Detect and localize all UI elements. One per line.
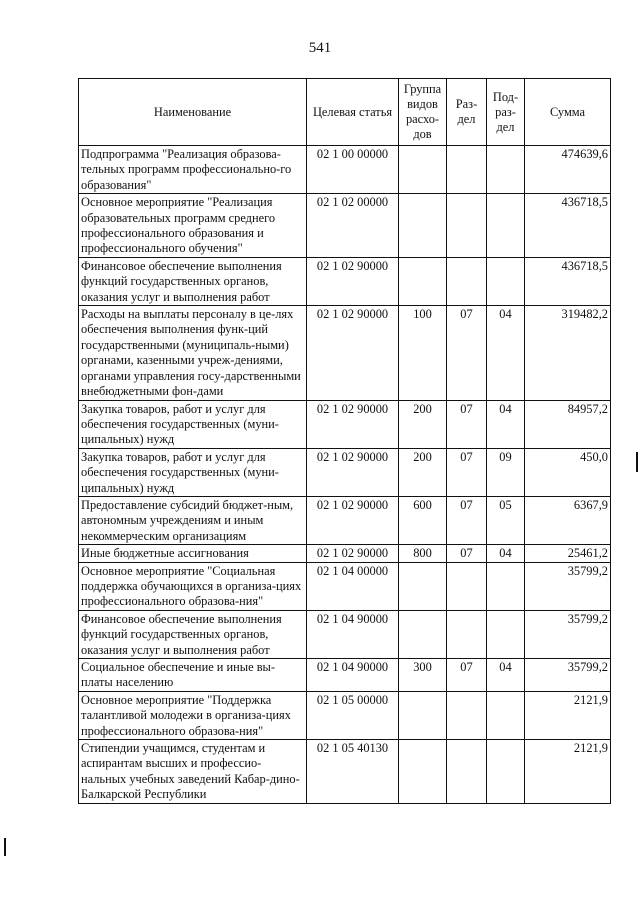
table-row (79, 448, 611, 496)
row-article: 02 1 02 00000 (307, 194, 399, 258)
row-expense-group (399, 740, 447, 804)
table-row (79, 740, 611, 804)
row-section: 07 (447, 448, 487, 496)
table-row (79, 257, 611, 305)
row-article: 02 1 04 00000 (307, 562, 399, 610)
table-row (79, 691, 611, 739)
row-article: 02 1 02 90000 (307, 448, 399, 496)
row-article: 02 1 02 90000 (307, 400, 399, 448)
row-article: 02 1 02 90000 (307, 545, 399, 562)
row-amount: 436718,5 (525, 257, 611, 305)
row-subsection: 09 (487, 448, 525, 496)
row-subsection: 04 (487, 545, 525, 562)
row-expense-group (399, 610, 447, 658)
row-article: 02 1 00 00000 (307, 146, 399, 194)
row-expense-group: 100 (399, 306, 447, 400)
header-name: Наименование (79, 79, 307, 146)
row-article: 02 1 02 90000 (307, 257, 399, 305)
row-subsection: 04 (487, 306, 525, 400)
row-section: 07 (447, 496, 487, 544)
row-name: Основное мероприятие "Поддержка талантливой молодежи в организа-циях профессионального образова-ния" (79, 691, 307, 739)
row-name: Закупка товаров, работ и услуг для обеспечения государственных (муни-ципальных) нужд (79, 400, 307, 448)
row-expense-group: 800 (399, 545, 447, 562)
row-expense-group (399, 146, 447, 194)
row-name: Финансовое обеспечение выполнения функций государственных органов, оказания услуг и выполнения работ (79, 610, 307, 658)
row-subsection (487, 194, 525, 258)
row-article: 02 1 04 90000 (307, 610, 399, 658)
row-subsection: 04 (487, 400, 525, 448)
row-amount: 2121,9 (525, 740, 611, 804)
row-amount: 436718,5 (525, 194, 611, 258)
row-article: 02 1 05 40130 (307, 740, 399, 804)
row-section (447, 257, 487, 305)
table-row (79, 194, 611, 258)
row-amount: 35799,2 (525, 659, 611, 692)
table-header-row (79, 79, 611, 146)
row-name: Основное мероприятие "Социальная поддержка обучающихся в организа-циях профессионального образова-ния" (79, 562, 307, 610)
row-section (447, 740, 487, 804)
row-name: Иные бюджетные ассигнования (79, 545, 307, 562)
table-row (79, 306, 611, 400)
row-section: 07 (447, 306, 487, 400)
row-subsection (487, 562, 525, 610)
row-subsection: 04 (487, 659, 525, 692)
row-amount: 25461,2 (525, 545, 611, 562)
row-subsection (487, 610, 525, 658)
row-name: Расходы на выплаты персоналу в це-лях обеспечения выполнения функ-ций государственными (муниципаль-ными) органами, казенными учреж-дениями, органами управления госу-дарственными внебюджетными фон-дами (79, 306, 307, 400)
row-name: Стипендии учащимся, студентам и аспирантам высших и профессио-нальных учебных заведений Кабар-дино-Балкарской Республики (79, 740, 307, 804)
row-expense-group (399, 194, 447, 258)
row-article: 02 1 04 90000 (307, 659, 399, 692)
row-expense-group: 200 (399, 400, 447, 448)
row-amount: 35799,2 (525, 610, 611, 658)
table-row (79, 545, 611, 562)
table-row (79, 400, 611, 448)
margin-mark-left (4, 838, 6, 856)
row-expense-group: 300 (399, 659, 447, 692)
margin-mark-right (636, 452, 638, 472)
table-row (79, 610, 611, 658)
row-amount: 319482,2 (525, 306, 611, 400)
row-article: 02 1 02 90000 (307, 306, 399, 400)
row-name: Социальное обеспечение и иные вы-платы населению (79, 659, 307, 692)
row-amount: 2121,9 (525, 691, 611, 739)
row-expense-group (399, 562, 447, 610)
row-expense-group (399, 257, 447, 305)
row-subsection (487, 740, 525, 804)
row-name: Основное мероприятие "Реализация образовательных программ среднего профессионального образования и профессионального обучения" (79, 194, 307, 258)
row-amount: 84957,2 (525, 400, 611, 448)
row-expense-group (399, 691, 447, 739)
header-amount: Сумма (525, 79, 611, 146)
row-expense-group: 200 (399, 448, 447, 496)
header-subsection: Под-раз-дел (487, 79, 525, 146)
header-expense-group: Группа видов расхо-дов (399, 79, 447, 146)
row-amount: 6367,9 (525, 496, 611, 544)
table-row (79, 659, 611, 692)
row-section: 07 (447, 400, 487, 448)
row-subsection: 05 (487, 496, 525, 544)
budget-table (78, 78, 611, 804)
row-subsection (487, 691, 525, 739)
row-expense-group: 600 (399, 496, 447, 544)
row-name: Закупка товаров, работ и услуг для обеспечения государственных (муни-ципальных) нужд (79, 448, 307, 496)
row-section: 07 (447, 659, 487, 692)
row-name: Предоставление субсидий бюджет-ным, автономным учреждениям и иным некоммерческим организациям (79, 496, 307, 544)
row-article: 02 1 05 00000 (307, 691, 399, 739)
row-name: Финансовое обеспечение выполнения функций государственных органов, оказания услуг и выполнения работ (79, 257, 307, 305)
header-article: Целевая статья (307, 79, 399, 146)
row-section (447, 691, 487, 739)
table-row (79, 146, 611, 194)
row-section (447, 146, 487, 194)
row-section (447, 194, 487, 258)
row-amount: 35799,2 (525, 562, 611, 610)
header-section: Раз-дел (447, 79, 487, 146)
page-number: 541 (308, 40, 332, 56)
row-section (447, 610, 487, 658)
row-amount: 450,0 (525, 448, 611, 496)
table-row (79, 496, 611, 544)
row-subsection (487, 257, 525, 305)
row-section (447, 562, 487, 610)
table-row (79, 562, 611, 610)
row-subsection (487, 146, 525, 194)
row-article: 02 1 02 90000 (307, 496, 399, 544)
row-section: 07 (447, 545, 487, 562)
row-amount: 474639,6 (525, 146, 611, 194)
row-name: Подпрограмма "Реализация образова-тельных программ профессионально-го образования" (79, 146, 307, 194)
